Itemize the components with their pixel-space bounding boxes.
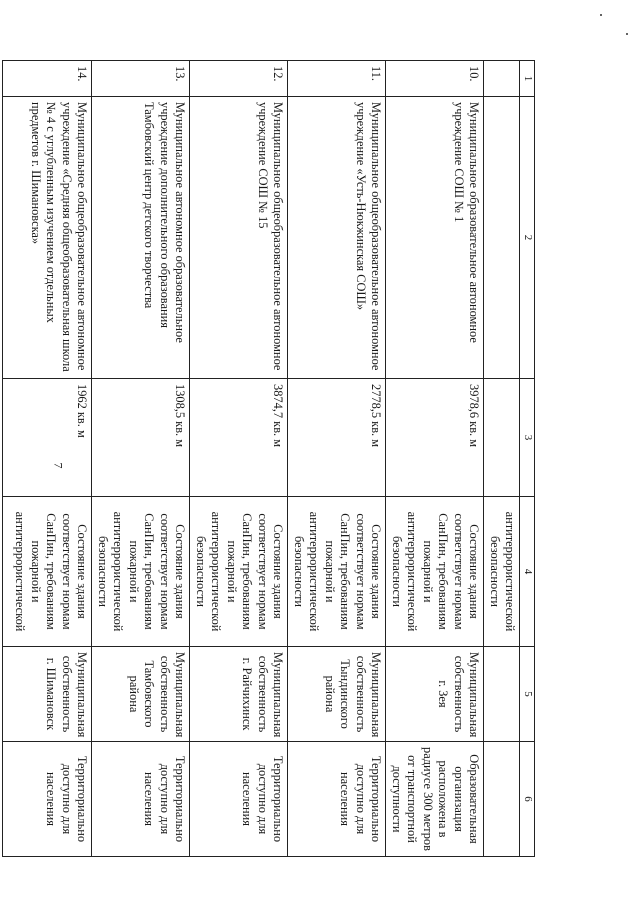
building-condition: Состояние здания соответствует нормам СанПин, требованиям пожарной и антитеррористической безопасности [386,497,484,647]
table-container [13,60,535,856]
accessibility: Территориально доступно для населения [190,742,288,857]
column-number-row [520,61,535,857]
column-number-1: 1 [520,61,535,97]
cell-empty [484,742,520,857]
ownership: Муниципальная собственность г. Райчихинск [190,647,288,742]
institution-name: Муниципальное общеобразовательное автономное учреждение «Средняя общеобразовательная школа № 4 с углубленным изучением отдельных предметов г. Шимановска» [3,97,92,379]
accessibility: Образовательная организация расположена в радиусе 300 метров от транспортной доступности [386,742,484,857]
continuation-row [484,61,520,857]
column-number-2: 2 [520,97,535,379]
row-number: 13. [92,61,190,97]
ownership: Муниципальная собственность Тындинского района [288,647,386,742]
building-area: 3978,6 кв. м [386,379,484,497]
building-condition: Состояние здания соответствует нормам СанПин, требованиям пожарной и антитеррористической безопасности [288,497,386,647]
ownership: Муниципальная собственность Тамбовского района [92,647,190,742]
building-area: 3874,7 кв. м [190,379,288,497]
row-number: 12. [190,61,288,97]
table-row [92,61,190,857]
building-area: 1962 кв. м [3,379,92,497]
column-number-3: 3 [520,379,535,497]
rotated-table-frame [13,60,535,856]
column-number-5: 5 [520,647,535,742]
table-row [3,61,92,857]
page-number: 7 [51,462,66,469]
ownership: Муниципальная собственность г. Шимановск [3,647,92,742]
cell-empty [484,379,520,497]
accessibility: Территориально доступно для населения [3,742,92,857]
cell-empty [484,97,520,379]
accessibility: Территориально доступно для населения [288,742,386,857]
row-number: 11. [288,61,386,97]
ownership: Муниципальная собственность г. Зея [386,647,484,742]
table-row [288,61,386,857]
building-area: 1308,5 кв. м [92,379,190,497]
institution-name: Муниципальное общеобразовательное автономное учреждение СОШ № 15 [190,97,288,379]
row-number: 10. [386,61,484,97]
building-condition: Состояние здания соответствует нормам СанПин, требованиям пожарной и антитеррористической безопасности [190,497,288,647]
row-number: 14. [3,61,92,97]
cell-empty [484,647,520,742]
continuation-text: антитеррористической безопасности [484,497,520,647]
building-condition: Состояние здания соответствует нормам СанПин, требованиям пожарной и антитеррористической [3,497,92,647]
column-number-4: 4 [520,497,535,647]
table-row [190,61,288,857]
register-table [2,60,535,857]
institution-name: Муниципальное образовательное автономное учреждение СОШ № 1 [386,97,484,379]
building-area: 2778,5 кв. м [288,379,386,497]
scan-speck [600,14,602,16]
cell-empty [484,61,520,97]
column-number-6: 6 [520,742,535,857]
scan-speck [626,33,628,35]
accessibility: Территориально доступно для населения [92,742,190,857]
institution-name: Муниципальное автономное образовательное учреждение дополнительного образования Тамбовский центр детского творчества [92,97,190,379]
institution-name: Муниципальное общеобразовательное автономное учреждение «Усть-Нюкжинская СОШ» [288,97,386,379]
table-row [386,61,484,857]
building-condition: Состояние здания соответствует нормам СанПин, требованиям пожарной и антитеррористической безопасности [92,497,190,647]
